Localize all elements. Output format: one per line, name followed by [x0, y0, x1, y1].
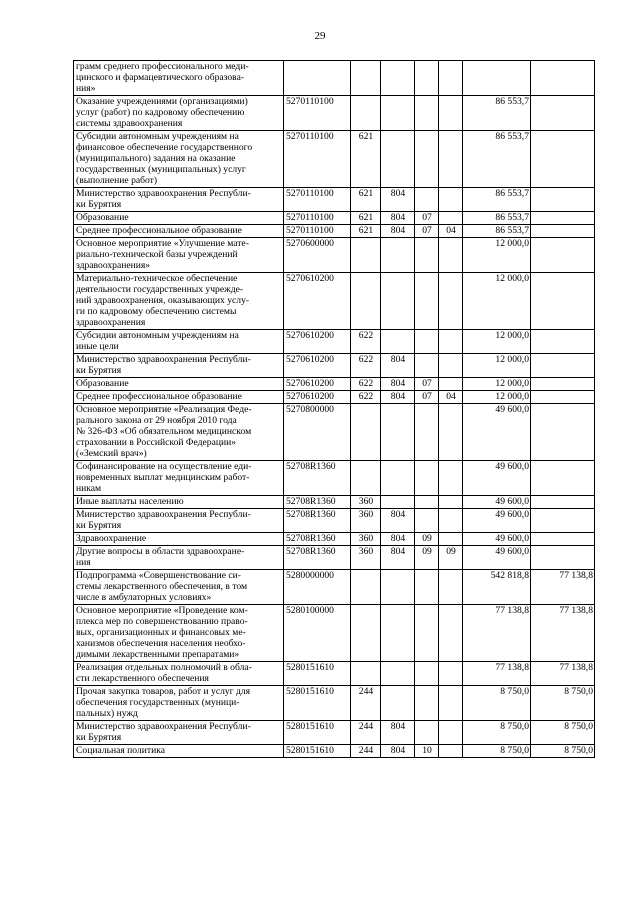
amount-total-cell: 12 000,0 [463, 354, 531, 378]
row-name-cell: Софинансирование на осуществление еди- новременных выплат медицинским работ- никам [74, 461, 284, 496]
target-article-code-cell: 52708R1360 [284, 546, 351, 570]
table-row [74, 404, 595, 461]
administrator-code-cell: 804 [381, 391, 415, 404]
subsection-code-cell: 09 [439, 546, 463, 570]
row-name-cell: Основное мероприятие «Улучшение мате- риально-технической базы учреждений здравоохранения» [74, 238, 284, 273]
subsection-code-cell [439, 745, 463, 758]
expense-type-cell [351, 96, 381, 131]
amount-federal-cell [531, 546, 595, 570]
row-name-cell: Министерство здравоохранения Республи- ки Бурятия [74, 509, 284, 533]
amount-federal-cell [531, 378, 595, 391]
administrator-code-cell: 804 [381, 378, 415, 391]
table-row [74, 662, 595, 686]
section-code-cell [415, 461, 439, 496]
subsection-code-cell [439, 131, 463, 188]
amount-federal-cell [531, 273, 595, 330]
administrator-code-cell [381, 131, 415, 188]
row-name-cell: Подпрограмма «Совершенствование си- стемы лекарственного обеспечения, в том числе в амбулаторных условиях» [74, 570, 284, 605]
administrator-code-cell [381, 570, 415, 605]
subsection-code-cell [439, 378, 463, 391]
amount-total-cell: 86 553,7 [463, 188, 531, 212]
amount-total-cell: 542 818,8 [463, 570, 531, 605]
amount-total-cell: 49 600,0 [463, 509, 531, 533]
administrator-code-cell: 804 [381, 354, 415, 378]
amount-federal-cell: 77 138,8 [531, 570, 595, 605]
subsection-code-cell: 04 [439, 225, 463, 238]
amount-total-cell: 49 600,0 [463, 404, 531, 461]
table-row [74, 238, 595, 273]
table-row [74, 721, 595, 745]
target-article-code-cell: 5270610200 [284, 330, 351, 354]
target-article-code-cell: 5270800000 [284, 404, 351, 461]
amount-federal-cell [531, 461, 595, 496]
section-code-cell: 07 [415, 378, 439, 391]
expense-type-cell: 621 [351, 225, 381, 238]
subsection-code-cell [439, 662, 463, 686]
amount-total-cell: 12 000,0 [463, 378, 531, 391]
row-name-cell: Министерство здравоохранения Республи- ки Бурятия [74, 721, 284, 745]
administrator-code-cell [381, 238, 415, 273]
target-article-code-cell: 52708R1360 [284, 461, 351, 496]
table-row [74, 131, 595, 188]
section-code-cell [415, 404, 439, 461]
amount-federal-cell [531, 354, 595, 378]
table-row [74, 570, 595, 605]
table-row [74, 496, 595, 509]
administrator-code-cell [381, 96, 415, 131]
subsection-code-cell [439, 238, 463, 273]
subsection-code-cell [439, 61, 463, 96]
amount-federal-cell [531, 212, 595, 225]
expense-type-cell: 621 [351, 131, 381, 188]
subsection-code-cell [439, 273, 463, 330]
row-name-cell: Среднее профессиональное образование [74, 391, 284, 404]
expense-type-cell: 622 [351, 354, 381, 378]
target-article-code-cell: 5270600000 [284, 238, 351, 273]
subsection-code-cell [439, 461, 463, 496]
target-article-code-cell: 5270110100 [284, 131, 351, 188]
expense-type-cell [351, 605, 381, 662]
section-code-cell: 07 [415, 212, 439, 225]
table-row [74, 96, 595, 131]
row-name-cell: Образование [74, 212, 284, 225]
expense-type-cell [351, 273, 381, 330]
target-article-code-cell: 52708R1360 [284, 533, 351, 546]
target-article-code-cell: 5280151610 [284, 662, 351, 686]
administrator-code-cell: 804 [381, 745, 415, 758]
section-code-cell [415, 662, 439, 686]
section-code-cell [415, 605, 439, 662]
table-row [74, 188, 595, 212]
expense-type-cell: 244 [351, 745, 381, 758]
row-name-cell: Субсидии автономным учреждениям на финансовое обеспечение государственного (муниципального) задания на оказание государственных (муниципальных) услуг (выполнение работ) [74, 131, 284, 188]
amount-federal-cell [531, 238, 595, 273]
target-article-code-cell: 5270110100 [284, 96, 351, 131]
subsection-code-cell [439, 721, 463, 745]
row-name-cell: Здравоохранение [74, 533, 284, 546]
amount-federal-cell [531, 391, 595, 404]
section-code-cell [415, 330, 439, 354]
row-name-cell: грамм среднего профессионального меди- цинского и фармацевтического образова- ния» [74, 61, 284, 96]
administrator-code-cell [381, 61, 415, 96]
administrator-code-cell: 804 [381, 509, 415, 533]
expense-type-cell: 360 [351, 509, 381, 533]
row-name-cell: Основное мероприятие «Проведение ком- плекса мер по совершенствованию право- вых, организационных и финансовых ме- ханизмов обеспечения населения необхо- димыми лекарственными препаратами» [74, 605, 284, 662]
expense-type-cell: 360 [351, 496, 381, 509]
section-code-cell [415, 721, 439, 745]
section-code-cell [415, 96, 439, 131]
subsection-code-cell [439, 404, 463, 461]
expense-type-cell: 622 [351, 391, 381, 404]
amount-federal-cell [531, 225, 595, 238]
section-code-cell [415, 273, 439, 330]
amount-total-cell [463, 61, 531, 96]
table-row [74, 225, 595, 238]
administrator-code-cell: 804 [381, 212, 415, 225]
amount-total-cell: 8 750,0 [463, 721, 531, 745]
expense-type-cell: 622 [351, 378, 381, 391]
administrator-code-cell [381, 662, 415, 686]
amount-total-cell: 12 000,0 [463, 273, 531, 330]
section-code-cell: 09 [415, 533, 439, 546]
row-name-cell: Образование [74, 378, 284, 391]
target-article-code-cell: 5280151610 [284, 686, 351, 721]
amount-total-cell: 49 600,0 [463, 533, 531, 546]
row-name-cell: Материально-техническое обеспечение деятельности государственных учрежде- ний здравоохранения, оказывающих услу- ги по кадровому обеспечению системы здравоохранения [74, 273, 284, 330]
section-code-cell [415, 686, 439, 721]
amount-total-cell: 12 000,0 [463, 330, 531, 354]
table-row [74, 391, 595, 404]
administrator-code-cell [381, 404, 415, 461]
subsection-code-cell [439, 188, 463, 212]
row-name-cell: Иные выплаты населению [74, 496, 284, 509]
table-row [74, 378, 595, 391]
table-row [74, 509, 595, 533]
amount-federal-cell [531, 96, 595, 131]
subsection-code-cell [439, 212, 463, 225]
expense-type-cell [351, 662, 381, 686]
section-code-cell [415, 354, 439, 378]
subsection-code-cell [439, 605, 463, 662]
expense-type-cell: 244 [351, 686, 381, 721]
expense-type-cell [351, 238, 381, 273]
amount-federal-cell: 8 750,0 [531, 721, 595, 745]
page-number: 29 [314, 30, 326, 42]
amount-federal-cell: 77 138,8 [531, 662, 595, 686]
target-article-code-cell: 5270610200 [284, 354, 351, 378]
amount-total-cell: 12 000,0 [463, 238, 531, 273]
amount-total-cell: 8 750,0 [463, 686, 531, 721]
table-row [74, 61, 595, 96]
section-code-cell: 10 [415, 745, 439, 758]
amount-total-cell: 77 138,8 [463, 605, 531, 662]
subsection-code-cell [439, 330, 463, 354]
amount-federal-cell [531, 330, 595, 354]
section-code-cell [415, 496, 439, 509]
row-name-cell: Субсидии автономным учреждениям на иные цели [74, 330, 284, 354]
table-body [74, 61, 595, 758]
amount-federal-cell: 8 750,0 [531, 745, 595, 758]
administrator-code-cell: 804 [381, 533, 415, 546]
target-article-code-cell: 5280151610 [284, 721, 351, 745]
row-name-cell: Среднее профессиональное образование [74, 225, 284, 238]
target-article-code-cell: 5270610200 [284, 273, 351, 330]
target-article-code-cell: 5280151610 [284, 745, 351, 758]
section-code-cell [415, 188, 439, 212]
target-article-code-cell: 52708R1360 [284, 509, 351, 533]
expense-type-cell: 622 [351, 330, 381, 354]
expense-type-cell: 360 [351, 546, 381, 570]
administrator-code-cell: 804 [381, 188, 415, 212]
target-article-code-cell [284, 61, 351, 96]
amount-total-cell: 49 600,0 [463, 546, 531, 570]
target-article-code-cell: 5280000000 [284, 570, 351, 605]
table-row [74, 546, 595, 570]
row-name-cell: Оказание учреждениями (организациями) услуг (работ) по кадровому обеспечению системы здравоохранения [74, 96, 284, 131]
amount-total-cell: 49 600,0 [463, 461, 531, 496]
table-row [74, 273, 595, 330]
expense-type-cell: 621 [351, 188, 381, 212]
target-article-code-cell: 5270110100 [284, 188, 351, 212]
amount-federal-cell [531, 61, 595, 96]
amount-federal-cell [531, 188, 595, 212]
administrator-code-cell [381, 686, 415, 721]
table-row [74, 533, 595, 546]
expense-type-cell [351, 461, 381, 496]
target-article-code-cell: 5280100000 [284, 605, 351, 662]
subsection-code-cell [439, 686, 463, 721]
table-row [74, 330, 595, 354]
administrator-code-cell [381, 461, 415, 496]
row-name-cell: Прочая закупка товаров, работ и услуг для обеспечения государственных (муници- пальных) нужд [74, 686, 284, 721]
table-row [74, 354, 595, 378]
section-code-cell [415, 131, 439, 188]
administrator-code-cell: 804 [381, 721, 415, 745]
amount-total-cell: 77 138,8 [463, 662, 531, 686]
subsection-code-cell [439, 96, 463, 131]
amount-federal-cell [531, 496, 595, 509]
amount-federal-cell: 77 138,8 [531, 605, 595, 662]
target-article-code-cell: 5270610200 [284, 378, 351, 391]
subsection-code-cell [439, 354, 463, 378]
expense-type-cell: 621 [351, 212, 381, 225]
row-name-cell: Социальная политика [74, 745, 284, 758]
administrator-code-cell [381, 273, 415, 330]
target-article-code-cell: 5270610200 [284, 391, 351, 404]
section-code-cell [415, 570, 439, 605]
amount-total-cell: 86 553,7 [463, 131, 531, 188]
row-name-cell: Министерство здравоохранения Республи- ки Бурятия [74, 354, 284, 378]
amount-total-cell: 86 553,7 [463, 225, 531, 238]
table-row [74, 686, 595, 721]
administrator-code-cell [381, 496, 415, 509]
section-code-cell [415, 509, 439, 533]
administrator-code-cell [381, 330, 415, 354]
amount-federal-cell: 8 750,0 [531, 686, 595, 721]
section-code-cell [415, 238, 439, 273]
row-name-cell: Другие вопросы в области здравоохране- ния [74, 546, 284, 570]
row-name-cell: Реализация отдельных полномочий в обла- сти лекарственного обеспечения [74, 662, 284, 686]
section-code-cell: 09 [415, 546, 439, 570]
expense-type-cell: 244 [351, 721, 381, 745]
amount-total-cell: 8 750,0 [463, 745, 531, 758]
section-code-cell: 07 [415, 225, 439, 238]
subsection-code-cell [439, 533, 463, 546]
amount-total-cell: 49 600,0 [463, 496, 531, 509]
table-row [74, 212, 595, 225]
amount-federal-cell [531, 509, 595, 533]
administrator-code-cell [381, 605, 415, 662]
expense-type-cell [351, 570, 381, 605]
table-row [74, 461, 595, 496]
section-code-cell [415, 61, 439, 96]
subsection-code-cell [439, 496, 463, 509]
subsection-code-cell [439, 509, 463, 533]
table-row [74, 745, 595, 758]
subsection-code-cell [439, 570, 463, 605]
table-row [74, 605, 595, 662]
row-name-cell: Основное мероприятие «Реализация Феде- рального закона от 29 ноября 2010 года № 326-ФЗ «Об обязательном медицинском страховании в Российской Федерации» («Земский врач») [74, 404, 284, 461]
amount-total-cell: 86 553,7 [463, 96, 531, 131]
target-article-code-cell: 5270110100 [284, 225, 351, 238]
target-article-code-cell: 5270110100 [284, 212, 351, 225]
amount-total-cell: 86 553,7 [463, 212, 531, 225]
subsection-code-cell: 04 [439, 391, 463, 404]
budget-table [73, 60, 595, 758]
expense-type-cell: 360 [351, 533, 381, 546]
expense-type-cell [351, 404, 381, 461]
amount-federal-cell [531, 131, 595, 188]
expense-type-cell [351, 61, 381, 96]
amount-federal-cell [531, 404, 595, 461]
amount-total-cell: 12 000,0 [463, 391, 531, 404]
administrator-code-cell: 804 [381, 225, 415, 238]
amount-federal-cell [531, 533, 595, 546]
row-name-cell: Министерство здравоохранения Республи- ки Бурятия [74, 188, 284, 212]
administrator-code-cell: 804 [381, 546, 415, 570]
target-article-code-cell: 52708R1360 [284, 496, 351, 509]
section-code-cell: 07 [415, 391, 439, 404]
